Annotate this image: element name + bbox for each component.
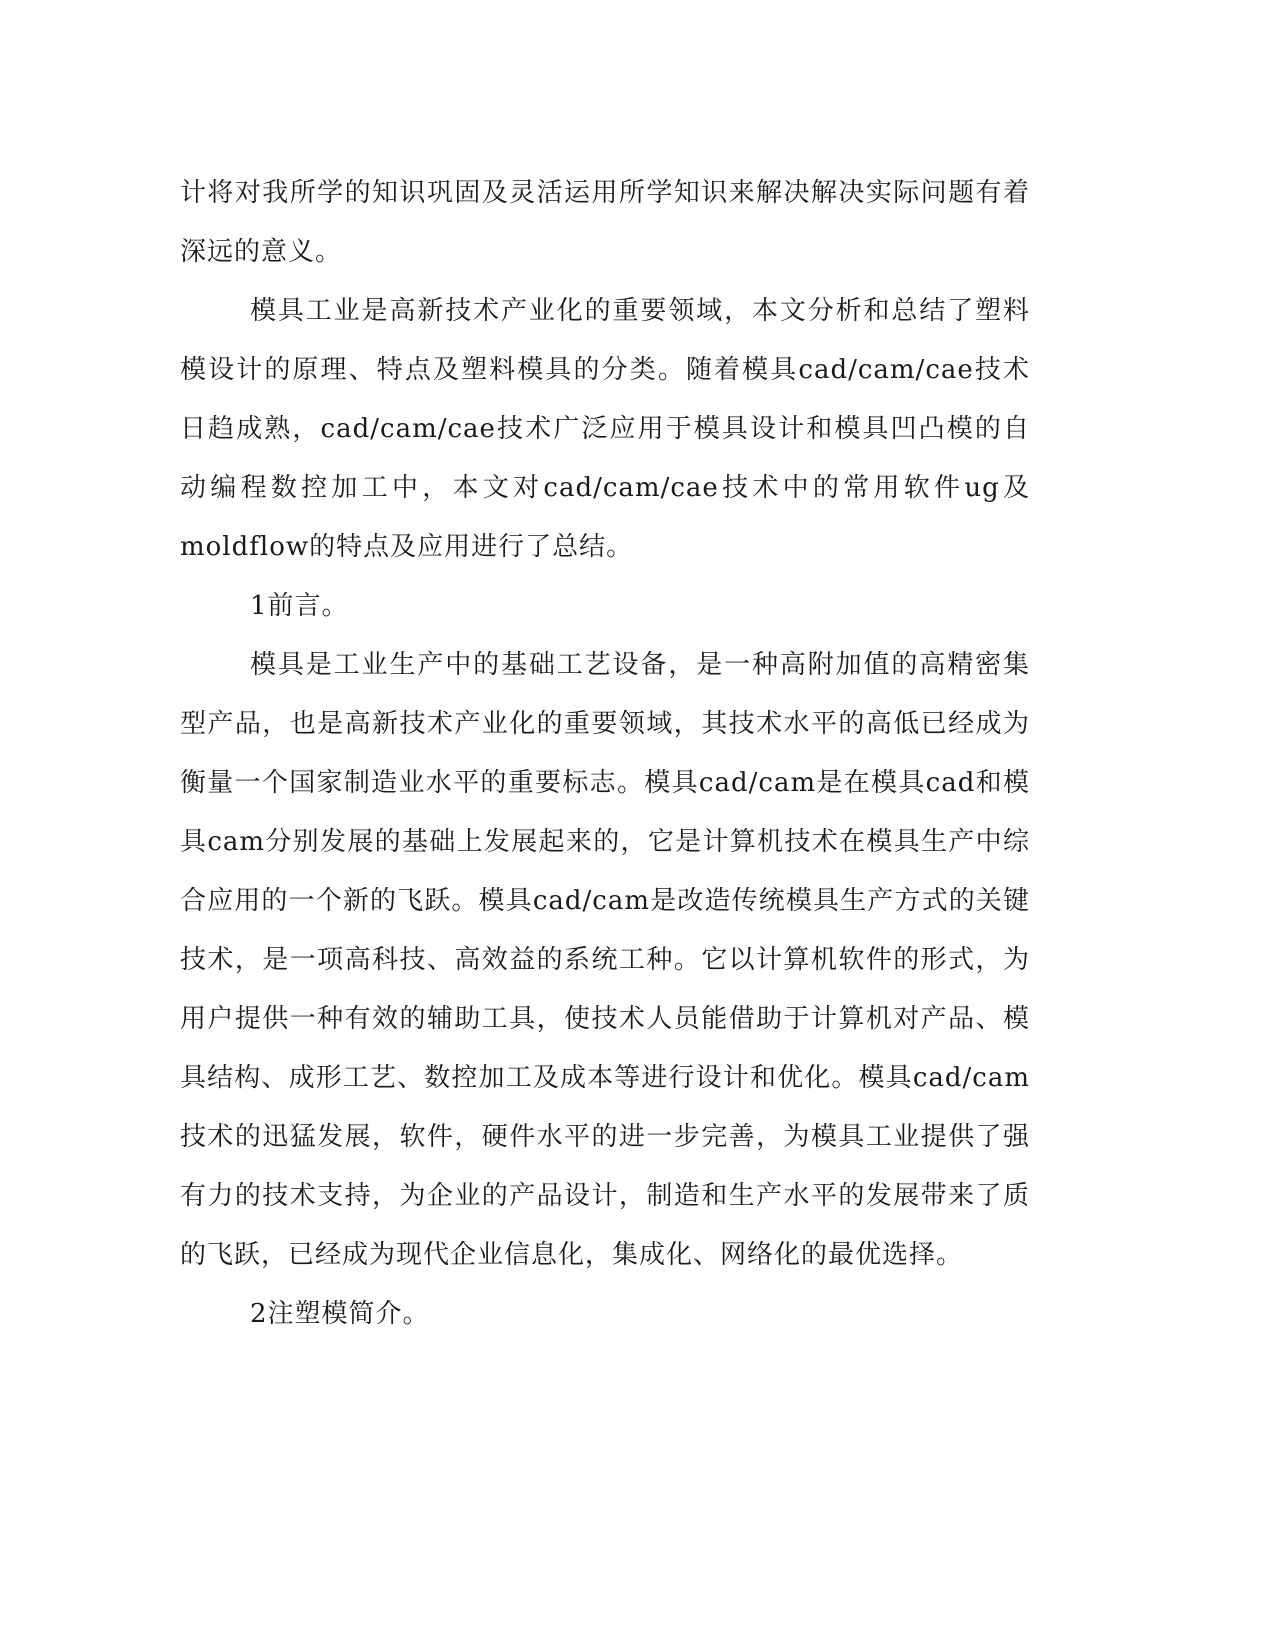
- section-heading-preface: 1前言。: [250, 591, 349, 621]
- paragraph-continuation: 计将对我所学的知识巩固及灵活运用所学知识来解决解决实际问题有着深远的意义。: [180, 178, 1030, 267]
- paragraph-abstract: 模具工业是高新技术产业化的重要领域，本文分析和总结了塑料模设计的原理、特点及塑料模具的分类。随着模具cad/cam/cae技术日趋成熟，cad/cam/cae技术广泛应用于模具设计和模具凹凸模的自动编程数控加工中，本文对cad/cam/cae技术中的常用软件ug及moldflow的特点及应用进行了总结。: [180, 296, 1030, 562]
- paragraph-preface: 模具是工业生产中的基础工艺设备，是一种高附加值的高精密集型产品，也是高新技术产业化的重要领域，其技术水平的高低已经成为衡量一个国家制造业水平的重要标志。模具cad/cam是在模具cad和模具cam分别发展的基础上发展起来的，它是计算机技术在模具生产中综合应用的一个新的飞跃。模具cad/cam是改造传统模具生产方式的关键技术，是一项高科技、高效益的系统工种。它以计算机软件的形式，为用户提供一种有效的辅助工具，使技术人员能借助于计算机对产品、模具结构、成形工艺、数控加工及成本等进行设计和优化。模具cad/cam技术的迅猛发展，软件，硬件水平的进一步完善，为模具工业提供了强有力的技术支持，为企业的产品设计，制造和生产水平的发展带来了质的飞跃，已经成为现代企业信息化，集成化、网络化的最优选择。: [180, 650, 1030, 1270]
- body-text: [180, 164, 1030, 1344]
- section-heading-injection-mold: 2注塑模简介。: [250, 1299, 430, 1329]
